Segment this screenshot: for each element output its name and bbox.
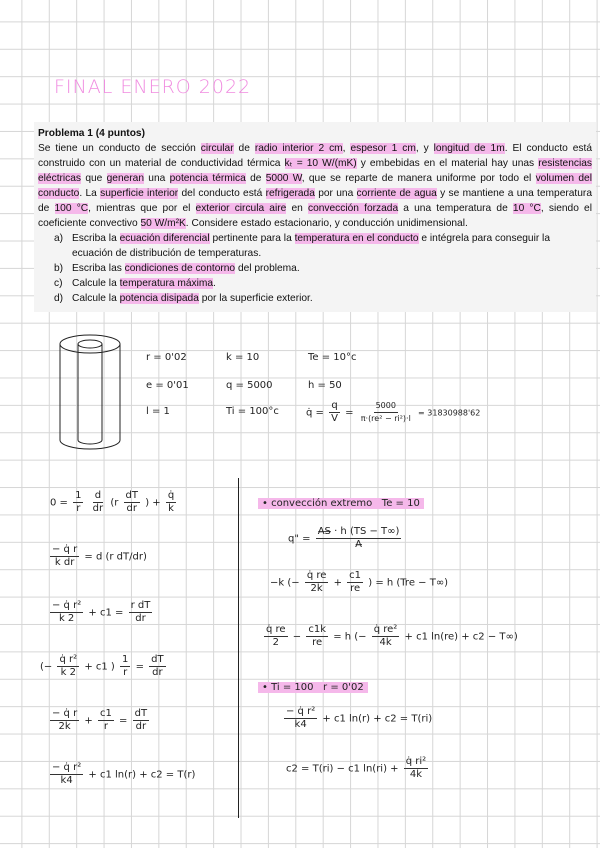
fraction [306,624,328,649]
fraction [57,654,79,679]
fraction [372,624,400,649]
denominator: r [103,721,108,732]
highlight: condiciones de contorno [124,263,236,274]
text-run: , y [415,143,434,154]
eq-part: (− [40,661,53,673]
highlight: ecuación diferencial [119,233,210,244]
note-ti: Ti = 100°c [226,406,279,417]
eq-qpp [288,526,403,551]
text-run: Se tiene un conducto de sección [38,143,201,154]
eq-6 [48,762,195,787]
denominator: 4k [379,637,392,648]
eq-r2 [262,624,518,649]
page-title: FINAL ENERO 2022 [54,76,252,98]
denominator: dr [152,667,163,678]
denominator: dr [92,503,104,514]
denominator: r [76,503,81,514]
fraction [166,490,176,515]
highlight: temperatura máxima [119,278,213,289]
text-run: del problema. [235,263,300,274]
text-run: , [342,143,351,154]
convection-label [258,498,424,509]
fraction [264,624,288,649]
qdot-fraction [329,400,340,425]
eq-part: c2 = T(ri) − c1 ln(ri) + [286,763,399,775]
text-run: Escriba la [72,233,120,244]
denominator: dr [135,721,147,732]
fraction [73,490,83,515]
text-run: e intégrela para conseguir la ecuación de distribución de temperaturas. [72,233,550,259]
eq-part: + c1 ln(re) + c2 − T∞) [404,631,518,643]
highlight: 50 W/m²K [140,218,186,229]
numerator: 1 [75,490,82,501]
fraction [316,526,402,551]
highlight: convección forzada [307,203,399,214]
eq-part: = [119,715,128,727]
problem-paragraph [38,141,592,231]
ti-label [258,682,368,693]
numerator: c1k [308,624,326,635]
label-text: • convección extremo [262,498,373,509]
outer-top-ellipse [60,335,120,353]
denominator: 2k [58,721,71,732]
fraction [50,600,83,625]
highlight: volumen del conducto [38,173,592,199]
numerator: − q̇ r² [52,762,82,773]
fraction [149,654,165,679]
highlight: circular [200,143,234,154]
text-run: Escriba las [72,263,125,274]
numerator: c1 [99,708,112,719]
note-te: Te = 10°c [308,352,357,363]
numerator: − q̇ r [52,544,78,555]
text-run: , que se reparte de manera uniforme por todo el [301,173,536,184]
inner-top-ellipse [78,340,102,348]
text-run: y embebidas en el material hay unas [356,158,539,169]
fraction [129,600,153,625]
eq-part: ) + [145,497,161,509]
highlight: 100 °C [54,203,89,214]
equals-sign: = [345,407,354,419]
denominator: k dr [54,557,75,568]
eq-part: ) = h (Tre − T∞) [368,577,449,589]
fraction [284,706,317,731]
text-run: de [233,143,255,154]
eq-2 [48,544,147,569]
eq-r1 [270,570,448,595]
qdot-equation [306,400,480,425]
eq-r3 [282,706,432,731]
denominator: 4k [409,769,423,780]
label-value: Te = 10 [381,498,420,509]
numerator: q̇ ri² [405,756,427,767]
fraction [133,708,149,733]
denominator: π·(re² − ri²)·l [360,414,411,423]
text-run: y se mantiene a una temperatura de [38,188,592,214]
eq-part: q" = [288,533,311,545]
denominator: 2 [272,637,279,648]
problem-statement [34,122,596,312]
eq-part: −k (− [270,577,300,589]
question-c [54,276,592,291]
highlight: exterior circula aire [195,203,287,214]
text-run: Calcule la [72,278,120,289]
fraction [347,570,363,595]
text-run: por una [314,188,357,199]
question-letter: c) [54,278,63,289]
denominator: k4 [60,775,73,786]
text-run: pertinente para la [209,233,295,244]
denominator: re [350,583,361,594]
denominator: dr [135,613,146,624]
text-run: . La [79,188,101,199]
eq-part: − [292,631,302,643]
highlight: corriente de agua [356,188,437,199]
fraction [120,654,130,679]
highlight: refrigerada [265,188,315,199]
fraction [404,756,428,781]
denominator: re [312,637,323,648]
eq-part: + c1 ln(r) + c2 = T(ri) [322,713,433,725]
text-run: una [144,173,170,184]
denominator: V [331,413,338,424]
highlight: superficie interior [100,188,179,199]
highlight: radio interior 2 cm [254,143,343,154]
question-letter: b) [54,263,64,274]
numerator: A̶S̶ · h (TS − T∞) [317,526,400,537]
text-run: que [81,173,107,184]
text-run: Calcule la [72,293,120,304]
numerator: q̇ [167,490,175,501]
text-run: . Considere estado estacionario, y conducción unidimensional. [185,218,468,229]
note-r: r = 0'02 [146,352,187,363]
eq-part: = d (r dT/dr) [84,551,147,563]
eq-part: + c1 ln(r) + c2 = T(r) [88,769,196,781]
fraction [50,708,79,733]
denominator: r [123,667,128,678]
highlight [258,682,368,693]
question-d [54,291,592,306]
qdot-lhs: q̇ = [306,407,324,419]
eq-part: = [135,661,144,673]
highlight: temperatura en el conducto [294,233,419,244]
problem-heading: Problema 1 (4 puntos) [38,128,145,139]
eq-part: (r [110,497,119,509]
question-letter: a) [54,233,64,244]
numerator: − q̇ r [52,708,78,719]
eq-1 [50,490,178,515]
question-b [54,261,592,276]
inner-bottom-arc [78,440,102,444]
text-run: , mientras que por el [88,203,196,214]
eq-part: + c1 = [88,607,124,619]
numerator: − q̇ r² [286,706,316,717]
text-run: en [286,203,308,214]
text-run: . [213,278,216,289]
numerator: dT [125,490,138,501]
text-run: a una temperatura de [398,203,513,214]
highlight: espesor 1 cm [350,143,416,154]
fraction [50,544,79,569]
label-text: • Ti = 100 [262,682,314,693]
numerator: dT [151,654,164,665]
fraction [91,490,105,515]
denominator: 2k [310,583,323,594]
numerator: dT [134,708,148,719]
numerator: q̇ re [306,570,327,581]
highlight: potencia térmica [169,173,246,184]
highlight: resistencias eléctricas [38,158,592,184]
numerator: c1 [349,570,362,581]
note-q: q = 5000 [226,380,273,391]
question-letter: d) [54,293,64,304]
highlight: potencia disipada [119,293,199,304]
numerator: 1 [122,654,129,665]
qdot-result: = 31830988'62 [418,408,481,418]
eq-5 [48,708,151,733]
eq-part: + [333,577,342,589]
denominator: A̶ [355,539,362,550]
numerator: 5000 [374,400,398,413]
label-value: r = 0'02 [323,682,364,693]
numerator: d [94,490,102,501]
highlight: 10 °C [512,203,541,214]
note-e: e = 0'01 [146,380,189,391]
cylinder-sketch [50,328,130,458]
eq-4 [40,654,168,679]
text-run: de [245,173,266,184]
numerator: q̇ r² [59,654,78,665]
denominator: k [168,503,174,514]
highlight [258,498,424,509]
fraction [305,570,329,595]
fraction [124,490,140,515]
numerator: q [331,400,338,411]
question-list [38,231,592,306]
highlight: longitud de 1m [433,143,505,154]
eq-part: 0 = [50,497,68,509]
note-k: k = 10 [226,352,260,363]
highlight: kₜ = 10 W/(mK) [284,158,357,169]
qdot-value-fraction [359,400,413,425]
eq-part: + [84,715,93,727]
text-run: , siendo el coeficiente convectivo [38,203,592,229]
text-run: por la superficie exterior. [198,293,313,304]
note-l: l = 1 [146,406,170,417]
text-run: . El conducto está construido con un material de conductividad térmica [38,143,593,169]
eq-part: + c1 ) [84,661,115,673]
numerator: q̇ re [266,624,286,635]
denominator: k 2 [60,667,76,678]
column-divider [238,478,239,818]
highlight: 5000 W [265,173,302,184]
fraction [50,762,83,787]
numerator: q̇ re² [373,624,398,635]
eq-r4 [286,756,430,781]
eq-3 [48,600,154,625]
denominator: k4 [294,719,307,730]
text-run: del conducto está [178,188,266,199]
numerator: r dT [130,600,151,611]
question-a [54,231,592,261]
numerator: − q̇ r² [52,600,82,611]
fraction [98,708,114,733]
eq-part: = h (− [333,631,367,643]
denominator: k 2 [58,613,75,624]
note-h: h = 50 [308,380,342,391]
denominator: dr [126,503,137,514]
highlight: generan [106,173,145,184]
